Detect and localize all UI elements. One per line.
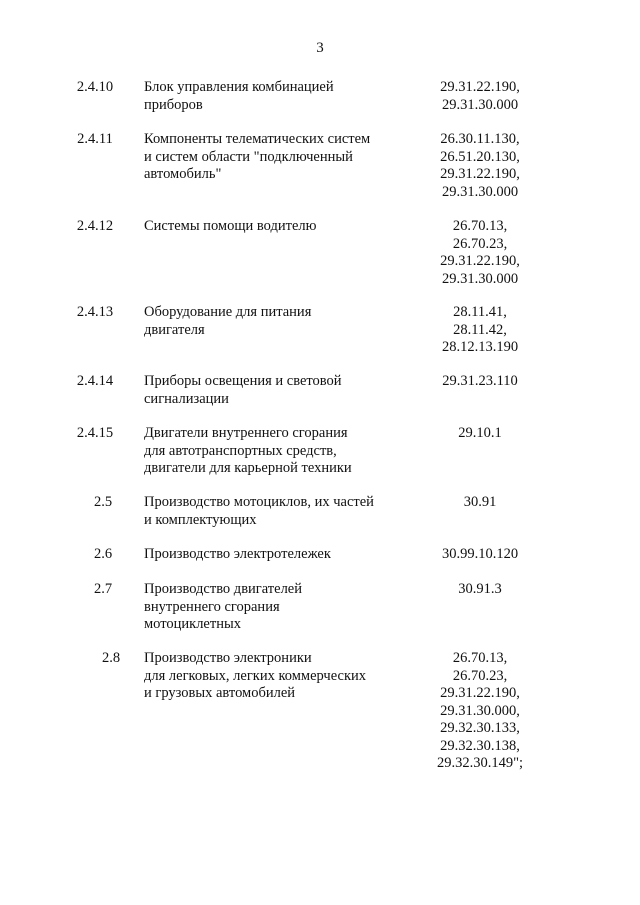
- row-number: 2.7: [93, 581, 113, 597]
- row-codes: 30.91.3: [458, 581, 502, 597]
- row-number: 2.5: [93, 494, 113, 510]
- row-codes: 29.31.23.110: [442, 373, 518, 389]
- row-number: 2.4.13: [76, 304, 114, 320]
- row-number: 2.4.15: [76, 425, 114, 441]
- row-codes: 28.11.41, 28.11.42, 28.12.13.190: [441, 304, 519, 355]
- row-description: Приборы освещения и световой сигнализации: [144, 373, 342, 407]
- row-description: Производство электротележек: [144, 546, 331, 562]
- row-number: 2.4.10: [76, 79, 114, 95]
- row-codes: 26.30.11.130, 26.51.20.130, 29.31.22.190, 29.31.30.000: [440, 131, 520, 200]
- row-description: Производство двигателей внутреннего сгорания мотоциклетных: [144, 581, 303, 632]
- row-codes: 29.10.1: [458, 425, 502, 441]
- row-codes: 26.70.13, 26.70.23, 29.31.22.190, 29.31.30.000: [440, 218, 520, 287]
- row-description: Системы помощи водителю: [144, 218, 317, 234]
- row-number: 2.4.12: [76, 218, 114, 234]
- row-number: 2.4.14: [76, 373, 114, 389]
- row-description: Производство мотоциклов, их частей и комплектующих: [144, 494, 374, 528]
- page-number: 3: [316, 40, 324, 56]
- row-description: Блок управления комбинацией приборов: [144, 79, 334, 113]
- row-codes: 30.99.10.120: [441, 546, 519, 562]
- row-codes: 29.31.22.190, 29.31.30.000: [440, 79, 520, 113]
- row-number: 2.6: [93, 546, 113, 562]
- row-number: 2.8: [101, 650, 121, 666]
- row-description: Оборудование для питания двигателя: [144, 304, 312, 338]
- row-codes: 30.91: [463, 494, 497, 510]
- row-number: 2.4.11: [77, 131, 113, 147]
- row-description: Компоненты телематических систем и систем области "подключенный автомобиль": [144, 131, 371, 182]
- row-description: Производство электроники для легковых, легких коммерческих и грузовых автомобилей: [144, 650, 367, 701]
- row-codes: 26.70.13, 26.70.23, 29.31.22.190, 29.31.30.000, 29.32.30.133, 29.32.30.138, 29.32.30.149";: [436, 650, 524, 771]
- row-description: Двигатели внутреннего сгорания для автотранспортных средств, двигатели для карьерной техники: [144, 425, 352, 476]
